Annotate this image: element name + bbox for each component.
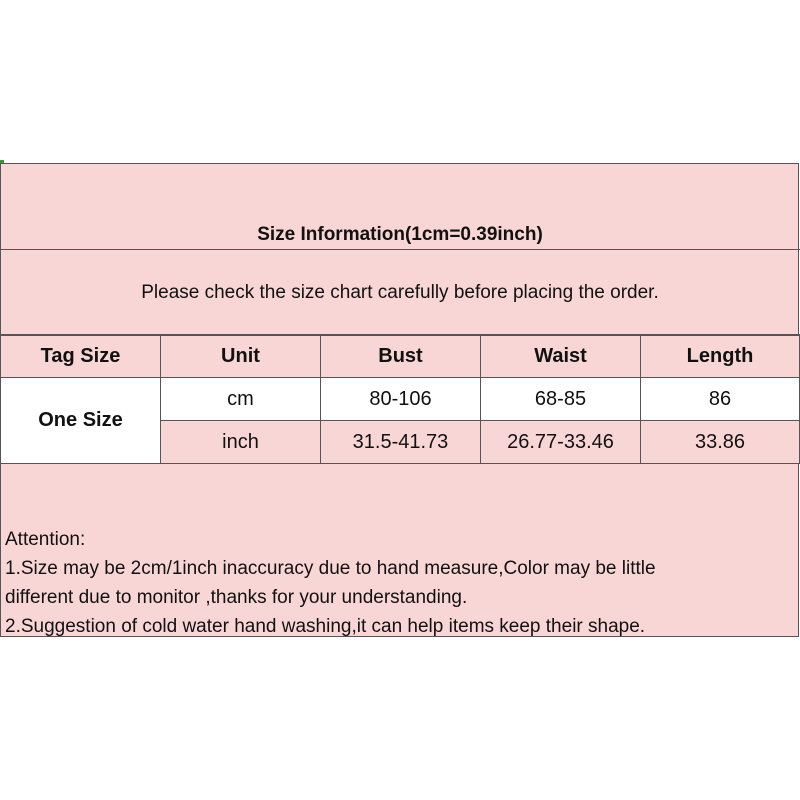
unit-cell: cm xyxy=(161,378,321,421)
header-waist: Waist xyxy=(481,336,641,378)
bust-cell: 31.5-41.73 xyxy=(321,421,481,464)
tag-size-cell: One Size xyxy=(1,378,161,464)
unit-cell: inch xyxy=(161,421,321,464)
header-tag-size: Tag Size xyxy=(1,336,161,378)
header-bust: Bust xyxy=(321,336,481,378)
attention-heading: Attention: xyxy=(5,529,86,550)
size-info-title: Size Information(1cm=0.39inch) xyxy=(257,224,543,245)
header-length: Length xyxy=(641,336,800,378)
note-line: different due to monitor ,thanks for your understanding. xyxy=(5,587,468,608)
length-cell: 33.86 xyxy=(641,421,800,464)
table-header-row xyxy=(1,336,800,378)
divider xyxy=(0,249,800,250)
attention-notes xyxy=(5,525,656,641)
waist-cell: 68-85 xyxy=(481,378,641,421)
table-row xyxy=(1,378,800,421)
length-cell: 86 xyxy=(641,378,800,421)
waist-cell: 26.77-33.46 xyxy=(481,421,641,464)
size-chart-instruction: Please check the size chart carefully before placing the order. xyxy=(141,282,659,303)
size-table xyxy=(0,335,800,464)
note-line: 1.Size may be 2cm/1inch inaccuracy due to hand measure,Color may be little xyxy=(5,558,656,579)
bust-cell: 80-106 xyxy=(321,378,481,421)
header-unit: Unit xyxy=(161,336,321,378)
note-line: 2.Suggestion of cold water hand washing,it can help items keep their shape. xyxy=(5,616,646,637)
